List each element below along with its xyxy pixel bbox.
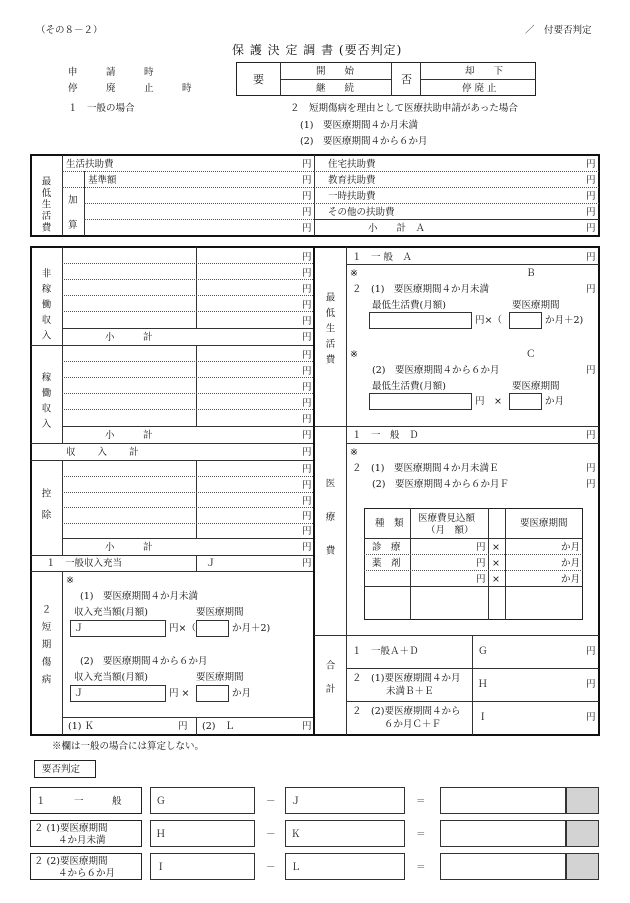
judge-row-3-label-2: ４から６か月 [58, 868, 116, 879]
th-cost: 医療費見込額 [418, 513, 476, 524]
label-k: Ｋ [291, 829, 301, 840]
yen-unit: 円 [302, 414, 312, 425]
seikatsu-label: 生活扶助費 [66, 159, 114, 170]
label-apply-time: 申 請 時 [68, 67, 154, 78]
yen-unit: 円 [302, 430, 312, 441]
note-mark: ※ [350, 447, 358, 458]
yen-unit: 円 [302, 284, 312, 295]
judge-row-1-label: １ 一 般 [36, 796, 122, 807]
working-income-label: 稼働収入 [39, 372, 51, 434]
general-income-allocation-label: １ 一般収入充当 [46, 558, 123, 569]
tanki-allocation-input-2[interactable] [70, 685, 166, 702]
jutaku-label: 住宅扶助費 [328, 159, 376, 170]
medical-row-kind: 薬 剤 [372, 558, 401, 569]
formula-yen-times: 円 × [169, 688, 190, 699]
label-h: Ｈ [156, 829, 166, 840]
page-title: 保 護 決 定 調 書 (要否判定) [232, 43, 403, 57]
label-c: Ｃ [526, 349, 536, 360]
tanki-period-label-1: 要医療期間 [196, 607, 244, 618]
yen-unit: 円 [302, 268, 312, 279]
note-mark: ※ [350, 349, 358, 360]
tanki-allocation-label-2: 収入充当額(月額) [74, 672, 148, 683]
minus-sign: － [266, 829, 276, 840]
label-b: Ｂ [526, 268, 536, 279]
condition-general: １ 一般の場合 [68, 103, 135, 114]
yen-unit: 円 [586, 679, 596, 690]
tanki-allocation-input-1[interactable] [70, 620, 166, 637]
equals-sign: ＝ [416, 862, 426, 873]
label-g: Ｇ [478, 646, 488, 657]
formula-yen-times: 円×（ [169, 623, 196, 634]
total-label: 合計 [323, 660, 335, 707]
yen-unit: 円 [586, 159, 596, 170]
formula-month: か月 [232, 688, 252, 699]
yen-unit: 円 [302, 316, 312, 327]
general-d-label: １ 一 般 Ｄ [352, 430, 419, 441]
kyoiku-label: 教育扶助費 [328, 175, 376, 186]
yen-unit: 円 [302, 558, 312, 569]
yen-unit: 円 [302, 398, 312, 409]
status-haishi: 停 廃 止 [462, 83, 497, 94]
judge-row-2-label: ２ (1)要医療期間 [34, 823, 108, 834]
medical-f-label: (2) 要医療期間４から６か月Ｆ [372, 479, 509, 490]
minliv-monthly-label-2: 最低生活費(月額) [372, 381, 446, 392]
yen-unit: 円 [302, 252, 312, 263]
ichiji-label: 一時扶助費 [328, 191, 376, 202]
yen-unit: 円 [586, 284, 596, 295]
status-kyakka: 却 下 [465, 66, 504, 77]
general-a-label: １ 一 般 Ａ [352, 252, 413, 263]
tanki-allocation-label-1: 収入充当額(月額) [74, 607, 148, 618]
yen-unit: 円 [302, 366, 312, 377]
judge-row-2-shaded-cell [566, 820, 599, 847]
formula-month-plus2: か月＋2) [545, 315, 584, 326]
yen-unit: 円 [302, 382, 312, 393]
period-input-2[interactable] [509, 393, 542, 410]
yen-unit: 円 [302, 207, 312, 218]
times-sign: × [492, 558, 500, 569]
non-working-subtotal-label: 小 計 [105, 332, 153, 343]
yen-unit: 円 [302, 526, 312, 537]
yen-unit: 円 [302, 300, 312, 311]
minliv-input-2[interactable] [369, 393, 472, 410]
label-k: (1) Ｋ [68, 721, 94, 732]
judge-row-3-l-field[interactable] [285, 853, 405, 880]
yen-unit: 円 [586, 175, 596, 186]
note-mark: ※ [66, 575, 74, 586]
yen-unit: 円 [178, 721, 188, 732]
yen-unit: 円 [586, 223, 596, 234]
total-row-1: １ 一般Ａ＋Ｄ [352, 646, 419, 657]
tanki-period-input-2[interactable] [196, 685, 229, 702]
status-keizoku: 継 続 [316, 83, 355, 94]
label-l: (2) Ｌ [202, 721, 235, 732]
yen-unit: 円 [586, 365, 596, 376]
equals-sign: ＝ [416, 829, 426, 840]
month-unit: か月 [561, 574, 581, 585]
yen-unit: 円 [302, 542, 312, 553]
tanki-case-1: (1) 要医療期間４か月未満 [80, 591, 198, 602]
condition-short-term: ２ 短期傷病を理由として医療扶助申請があった場合 [290, 103, 518, 114]
label-j: Ｊ [206, 558, 216, 569]
judge-row-2-k-field[interactable] [285, 820, 405, 847]
yen-unit: 円 [476, 542, 486, 553]
kasan-label-1: 加 [68, 195, 78, 206]
income-total-label: 収 入 計 [66, 447, 140, 458]
judge-row-2-h-field[interactable] [150, 820, 255, 847]
deduction-label: 控除 [39, 488, 51, 531]
label-j: Ｊ [74, 688, 84, 699]
tanki-case-2: (2) 要医療期間４から６か月 [80, 656, 208, 667]
th-kind: 種 類 [375, 518, 404, 529]
label-i: Ｉ [478, 712, 488, 723]
judge-row-1-result-field[interactable] [440, 787, 566, 814]
yen-unit: 円 [586, 430, 596, 441]
right-case-1: ２ (1) 要医療期間４か月未満 [352, 284, 489, 295]
yen-unit: 円 [302, 496, 312, 507]
form-code: （その８－２） [36, 25, 103, 36]
total-row-2-line1: ２ (1)要医療期間４か月 [352, 673, 461, 684]
yen-unit: 円 [476, 558, 486, 569]
yen-unit: 円 [586, 463, 596, 474]
judge-row-1-g-field[interactable] [150, 787, 255, 814]
total-row-3-line2: ６か月Ｃ＋Ｆ [384, 719, 442, 730]
minliv-input-1[interactable] [369, 312, 472, 329]
yen-unit: 円 [586, 252, 596, 263]
condition-short-term-1: (1) 要医療期間４か月未満 [300, 120, 418, 131]
formula-yen-times: 円×（ [475, 315, 502, 326]
judge-row-3-i-field[interactable] [150, 853, 255, 880]
yen-unit: 円 [302, 480, 312, 491]
label-i: Ｉ [156, 862, 166, 873]
label-yo: 要 [253, 73, 264, 86]
month-unit: か月 [561, 558, 581, 569]
yen-unit: 円 [302, 223, 312, 234]
non-working-income-label: 非稼働収入 [39, 268, 51, 346]
judge-row-3-result-field[interactable] [440, 853, 566, 880]
status-kaishi: 開 始 [316, 66, 355, 77]
label-hi: 否 [401, 73, 412, 86]
yen-unit: 円 [586, 207, 596, 218]
yen-unit: 円 [302, 191, 312, 202]
minus-sign: － [266, 796, 276, 807]
yen-unit: 円 [302, 511, 312, 522]
total-row-3-line1: ２ (2)要医療期間４から [352, 706, 461, 717]
yen-unit: 円 [302, 464, 312, 475]
label-l: Ｌ [291, 862, 301, 873]
yen-unit: 円 [586, 712, 596, 723]
medical-row-kind: 診 療 [372, 542, 401, 553]
sonota-label: その他の扶助費 [328, 207, 395, 218]
min-living-side-label: 最低生活費 [39, 176, 51, 234]
judgment-title: 要否判定 [42, 764, 81, 775]
formula-yen-times: 円 × [475, 396, 502, 407]
yen-unit: 円 [302, 721, 312, 732]
yen-unit: 円 [302, 350, 312, 361]
period-label-1: 要医療期間 [512, 300, 560, 311]
yen-unit: 円 [302, 159, 312, 170]
medical-e-label: ２ (1) 要医療期間４か月未満Ｅ [352, 463, 499, 474]
right-min-living-label: 最低生活費 [323, 292, 335, 370]
judge-row-1-j-field[interactable] [285, 787, 405, 814]
period-label-2: 要医療期間 [512, 381, 560, 392]
times-sign: × [492, 542, 500, 553]
judge-row-2-result-field[interactable] [440, 820, 566, 847]
label-g: Ｇ [156, 796, 166, 807]
deduction-subtotal-label: 小 計 [105, 542, 153, 553]
formula-month: か月 [545, 396, 565, 407]
condition-short-term-2: (2) 要医療期間４から６か月 [300, 136, 428, 147]
yen-unit: 円 [302, 175, 312, 186]
yen-unit: 円 [586, 479, 596, 490]
period-input-1[interactable] [509, 312, 542, 329]
yen-unit: 円 [302, 332, 312, 343]
th-period: 要医療期間 [520, 518, 568, 529]
tanki-period-input-1[interactable] [196, 620, 229, 637]
working-subtotal-label: 小 計 [105, 430, 153, 441]
formula-month-plus2: か月＋2) [232, 623, 271, 634]
judge-row-1-shaded-cell [566, 787, 599, 814]
shokei-a-label: 小 計 Ａ [368, 223, 426, 234]
equals-sign: ＝ [416, 796, 426, 807]
short-term-illness-label: ２短期傷病 [39, 604, 51, 692]
note-mark: ※ [350, 268, 358, 279]
form-attachment-note: ／ 付要否判定 [525, 25, 592, 36]
kasan-label-2: 算 [68, 220, 78, 231]
label-j: Ｊ [74, 623, 84, 634]
month-unit: か月 [561, 542, 581, 553]
medical-expense-label: 医療費 [323, 478, 335, 579]
min-living-table [30, 154, 600, 237]
judge-row-3-label: ２ (2)要医療期間 [34, 856, 108, 867]
judge-row-2-label-2: ４か月未満 [58, 835, 106, 846]
yen-unit: 円 [476, 574, 486, 585]
judge-row-3-shaded-cell [566, 853, 599, 880]
times-sign: × [492, 574, 500, 585]
footnote: ※欄は一般の場合には算定しない。 [52, 741, 205, 752]
total-row-2-line2: 未満Ｂ＋Ｅ [386, 686, 434, 697]
minus-sign: － [266, 862, 276, 873]
label-j: Ｊ [291, 796, 301, 807]
yen-unit: 円 [302, 447, 312, 458]
yen-unit: 円 [586, 191, 596, 202]
th-cost-monthly: （月 額） [426, 525, 474, 536]
tanki-period-label-2: 要医療期間 [196, 672, 244, 683]
label-stop-time: 停 廃 止 時 [68, 83, 192, 94]
label-h: Ｈ [478, 679, 488, 690]
right-case-2: (2) 要医療期間４から６か月 [372, 365, 500, 376]
kijun-label: 基準額 [88, 175, 117, 186]
minliv-monthly-label-1: 最低生活費(月額) [372, 300, 446, 311]
yen-unit: 円 [586, 646, 596, 657]
